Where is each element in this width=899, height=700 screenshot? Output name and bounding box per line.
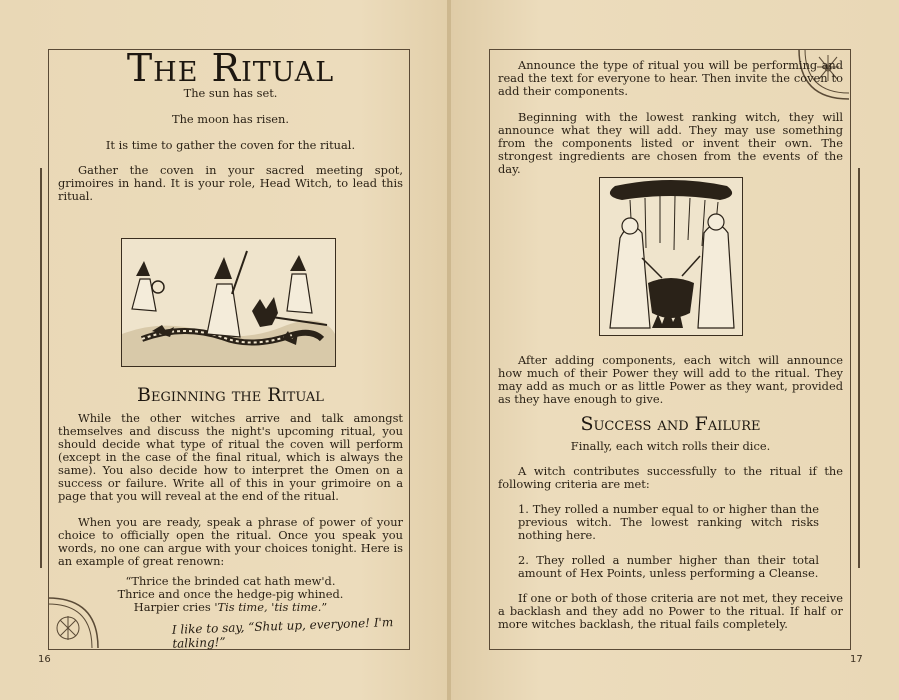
intro-line-1: The sun has set. <box>183 86 278 100</box>
right-sidebar-line <box>858 168 860 568</box>
right-page <box>451 0 899 700</box>
page-number-left: 16 <box>38 654 51 665</box>
beginning-paragraph-2: When you are ready, speak a phrase of power of your choice to officially open the ritual. Once you speak you words, no one can argue with your choices tonight. Here is an example of great renown: <box>58 515 403 568</box>
beginning-paragraph-1: While the other witches arrive and talk amongst themselves and discuss the night's upcoming ritual, you should decide what type of ritual the coven will perform (except in the case of the final ritual, which is always the same). You also decide how to interpret the Omen on a success or failure. Write all of this in your grimoire on a page that you will reveal at the end of the ritual. <box>58 411 403 503</box>
intro-line-2: The moon has risen. <box>172 112 289 126</box>
right-content-lower <box>498 354 843 631</box>
quote-line-3 <box>58 601 403 614</box>
cauldron-woodcut-image <box>599 177 743 336</box>
left-content-lower <box>58 384 403 614</box>
left-content <box>58 46 403 203</box>
page-number-right: 17 <box>850 654 863 665</box>
section-heading-beginning: Beginning the Ritual <box>137 384 324 406</box>
criteria-intro: A witch contributes successfully to the ritual if the following criteria are met: <box>498 464 843 491</box>
right-content <box>498 59 843 176</box>
quote-line-3-suffix: ” <box>321 600 328 614</box>
left-page <box>0 0 448 700</box>
power-paragraph: After adding components, each witch will announce how much of their Power they will add to the ritual. They may add as much or as little Power as they want, provided as they have enough to give. <box>498 353 843 406</box>
quote-line-2: Thrice and once the hedge-pig whined. <box>117 587 344 601</box>
witches-woodcut-image <box>121 238 336 367</box>
section-heading-success: Success and Failure <box>580 413 761 435</box>
intro-line-3: It is time to gather the coven for the ritual. <box>105 138 356 152</box>
handwritten-note: I like to say, “Shut up, everyone! I'm talking!” <box>171 615 394 651</box>
page-title: The Ritual <box>126 46 335 90</box>
left-sidebar-line <box>40 168 42 568</box>
gather-paragraph: Gather the coven in your sacred meeting spot, grimoires in hand. It is your role, Head Witch, to lead this ritual. <box>58 163 403 203</box>
closing-paragraph: If one or both of those criteria are not met, they receive a backlash and they add no Power to the ritual. If half or more witches backlash, the ritual fails completely. <box>498 591 843 631</box>
components-paragraph: Beginning with the lowest ranking witch, they will announce what they will add. They may use something from the components listed or invent their own. The strongest ingredients are chosen from the events of the day. <box>498 110 843 176</box>
dice-line: Finally, each witch rolls their dice. <box>570 439 771 453</box>
quote-line-3-emphasis: 'Tis time, 'tis time. <box>214 600 322 614</box>
quote-line-3-prefix: Harpier cries <box>133 600 215 614</box>
announce-paragraph: Announce the type of ritual you will be performing and read the text for everyone to hear. Then invite the coven to add their components. <box>498 58 843 98</box>
criteria-item-1: 1. They rolled a number equal to or higher than the previous witch. The lowest ranking witch risks nothing here. <box>518 502 819 542</box>
criteria-item-2: 2. They rolled a number higher than their total amount of Hex Points, unless performing a Cleanse. <box>518 553 819 580</box>
quote-line-1: “Thrice the brinded cat hath mew'd. <box>125 574 336 588</box>
